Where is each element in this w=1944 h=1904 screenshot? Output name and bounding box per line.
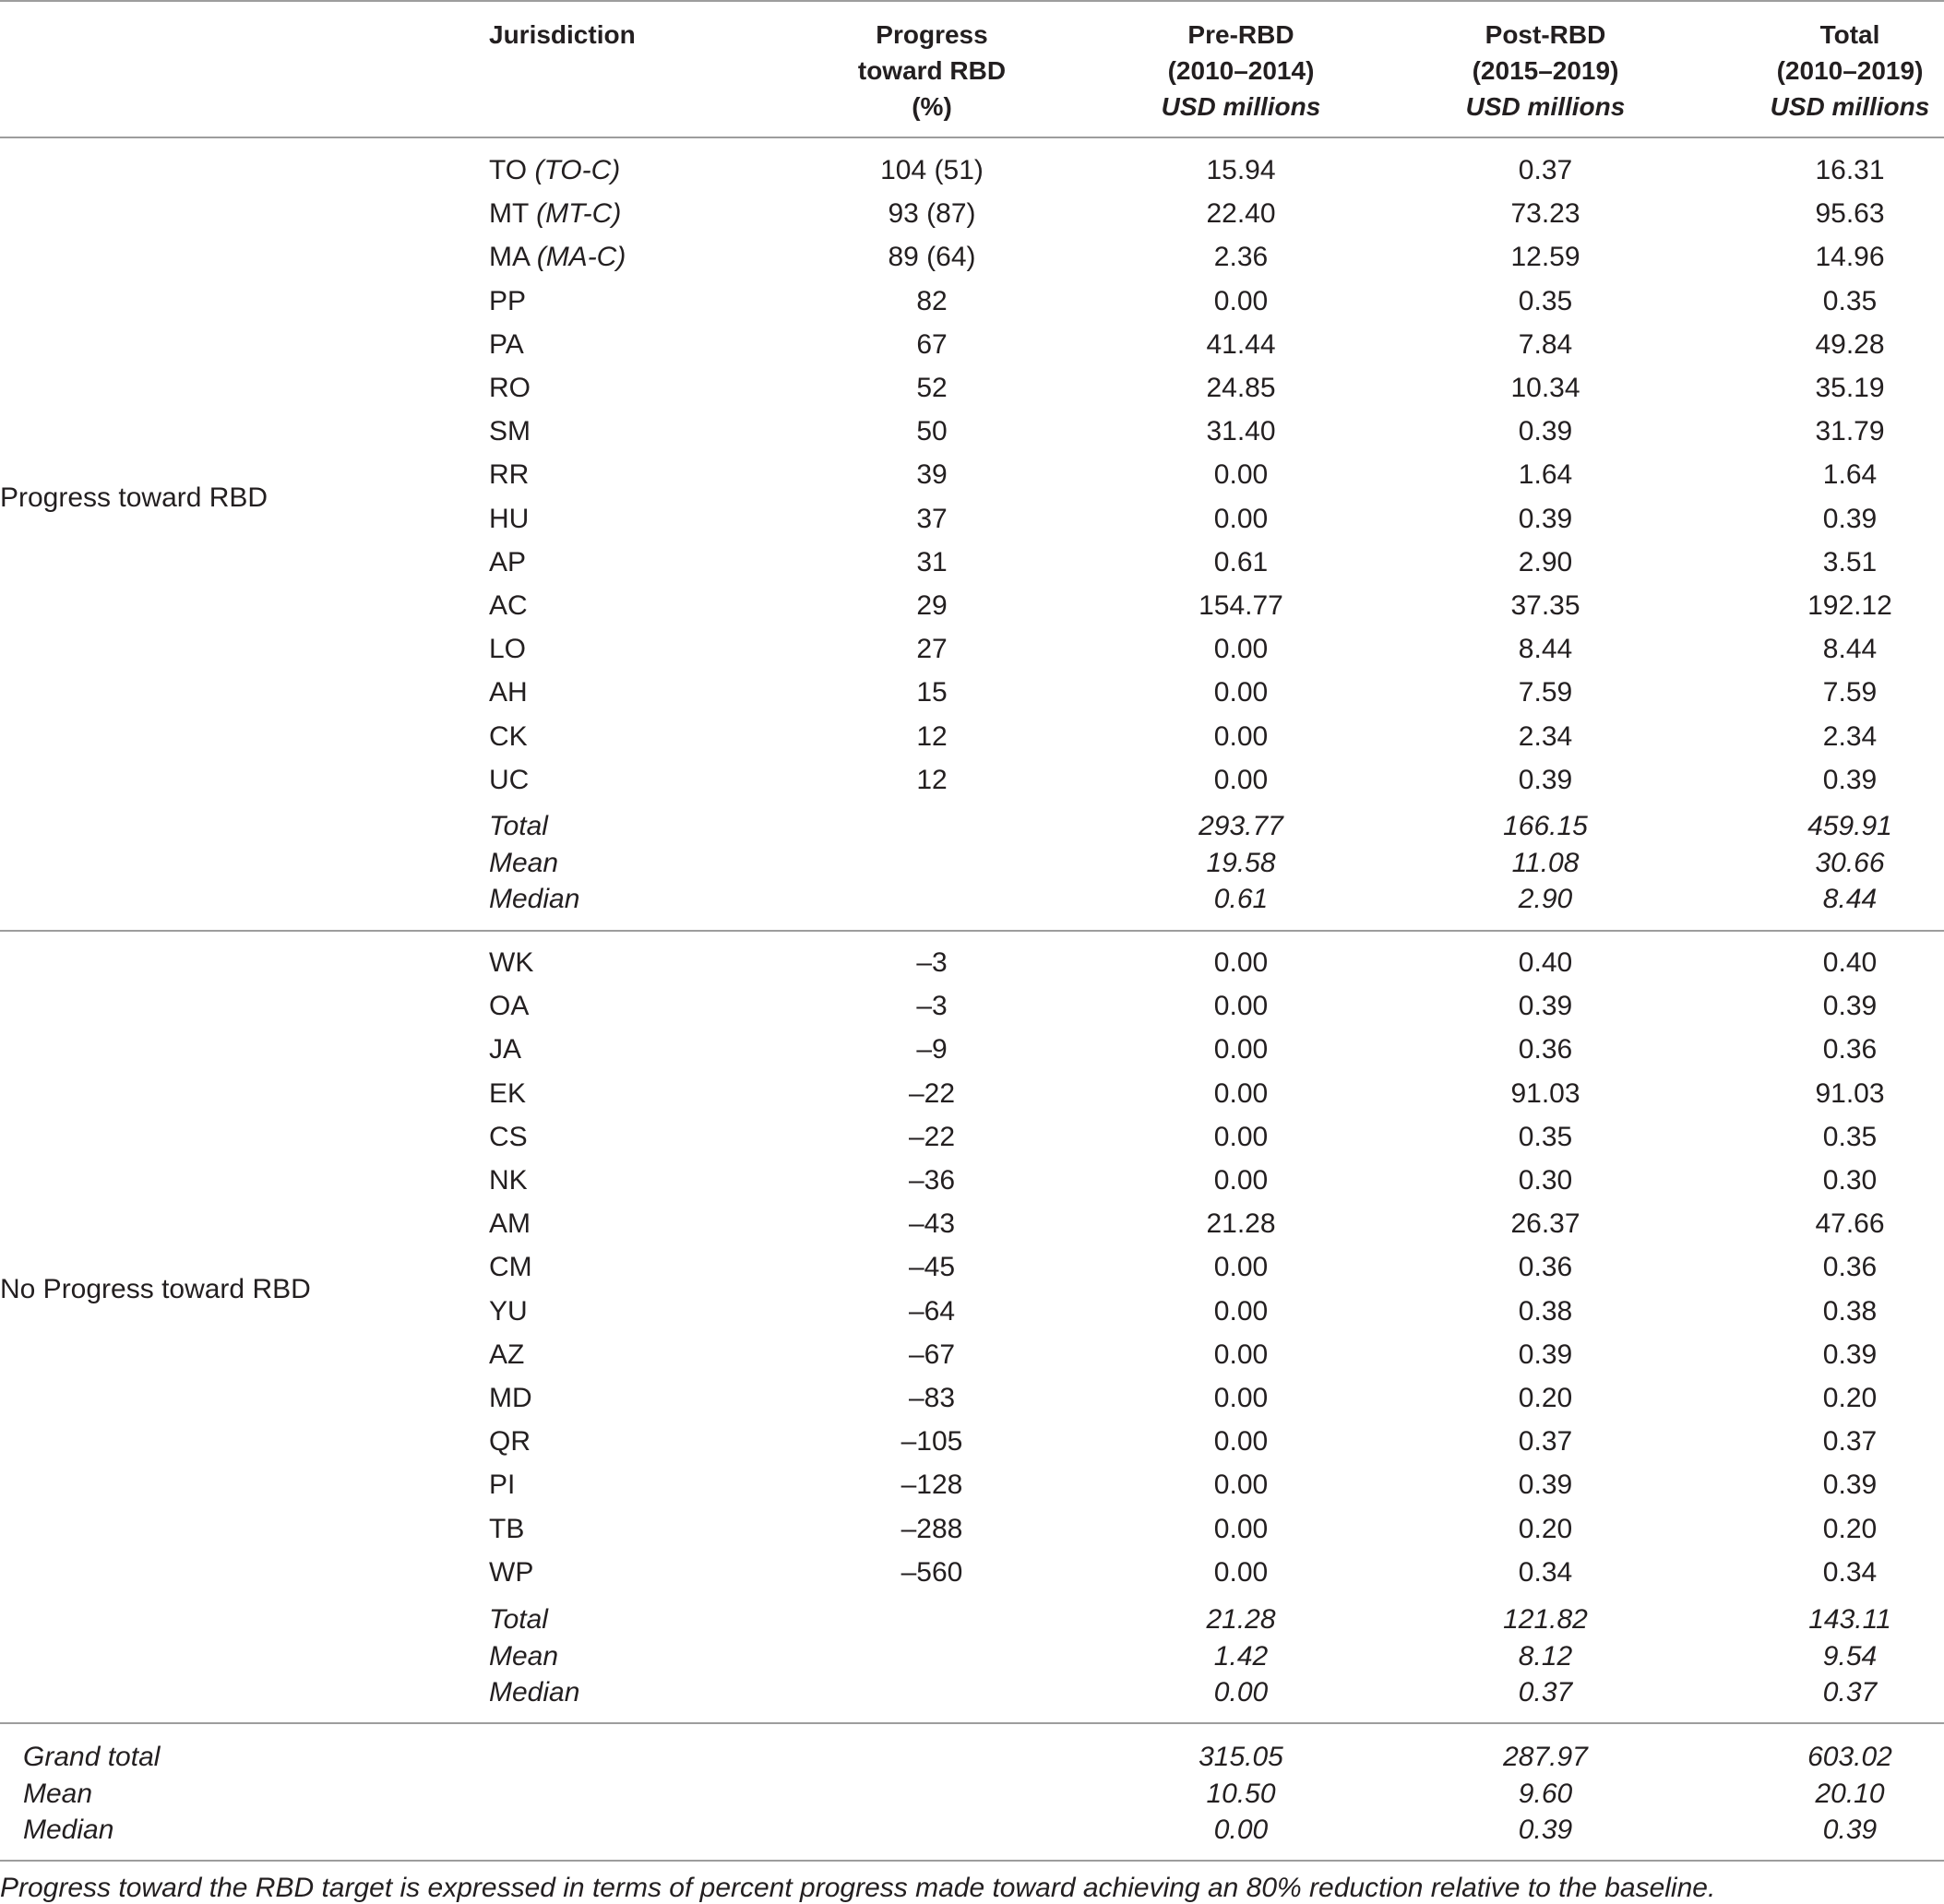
progress-cell: 31 (916, 546, 948, 577)
jurisdiction-code: CM (489, 1252, 532, 1283)
jurisdiction-cell (489, 1115, 528, 1159)
total-cell: 0.39 (1822, 1470, 1878, 1501)
grand-post: 9.60 (1518, 1778, 1573, 1809)
total-cell: 192.12 (1807, 590, 1892, 621)
pre-rbd-cell: 0.00 (1213, 720, 1269, 752)
total-cell: 0.39 (1822, 503, 1878, 534)
stat-pre: 0.00 (1213, 1677, 1269, 1708)
jurisdiction-cell (489, 1290, 528, 1333)
progress-cell: –45 (908, 1252, 956, 1283)
post-rbd-cell: 0.34 (1518, 1556, 1573, 1588)
progress-cell: –105 (900, 1426, 963, 1458)
jurisdiction-code: HU (489, 503, 530, 534)
post-rbd-cell: 0.39 (1518, 416, 1573, 447)
jurisdiction-code: MD (489, 1383, 532, 1413)
jurisdiction-code: RO (489, 373, 531, 403)
progress-cell: –128 (900, 1470, 963, 1501)
progress-cell: –560 (900, 1556, 963, 1588)
stat-post: 0.37 (1518, 1677, 1573, 1708)
jurisdiction-code: CS (489, 1121, 528, 1152)
progress-cell: 89 (64) (888, 242, 976, 273)
post-rbd-cell: 7.59 (1518, 677, 1573, 708)
grand-pre: 0.00 (1213, 1815, 1269, 1845)
jurisdiction-cell (489, 1072, 526, 1115)
rule-group-split (0, 930, 1944, 932)
post-rbd-cell: 1.64 (1518, 459, 1573, 491)
post-rbd-cell: 0.37 (1518, 155, 1573, 185)
jurisdiction-code: AH (489, 677, 528, 708)
total-cell: 3.51 (1822, 546, 1878, 577)
stat-label: Mean (489, 847, 559, 878)
total-cell: 31.79 (1815, 416, 1885, 447)
jurisdiction-cell (489, 1507, 524, 1551)
jurisdiction-code: TO (489, 155, 528, 185)
jurisdiction-cell (489, 984, 529, 1028)
total-cell: 1.64 (1822, 459, 1878, 491)
header-progress-line1: Progress (876, 20, 988, 49)
pre-rbd-cell: 0.00 (1213, 1252, 1269, 1283)
pre-rbd-cell: 0.00 (1213, 947, 1269, 978)
stat-total: 8.44 (1822, 884, 1878, 914)
jurisdiction-cell (489, 235, 626, 279)
pre-rbd-cell: 0.00 (1213, 1470, 1269, 1501)
header-total-line2: (2010–2019) (1776, 56, 1924, 85)
jurisdiction-cell (489, 323, 524, 366)
header-total (1735, 17, 1944, 125)
stat-total: 143.11 (1808, 1604, 1891, 1635)
jurisdiction-code: JA (489, 1034, 522, 1065)
jurisdiction-code: AP (489, 546, 527, 577)
grand-pre: 10.50 (1206, 1778, 1276, 1809)
grand-total: 0.39 (1822, 1815, 1878, 1845)
total-cell: 0.39 (1822, 1339, 1878, 1370)
progress-cell: 12 (916, 764, 948, 795)
progress-cell: –64 (908, 1295, 956, 1327)
grand-label: Grand total (23, 1742, 161, 1772)
stat-total: 9.54 (1822, 1640, 1878, 1672)
stat-label: Total (489, 811, 548, 841)
header-progress (803, 17, 1061, 125)
jurisdiction-cell (489, 192, 621, 235)
grand-total: 603.02 (1807, 1742, 1892, 1772)
post-rbd-cell: 0.39 (1518, 1470, 1573, 1501)
post-rbd-cell: 26.37 (1510, 1208, 1580, 1240)
jurisdiction-code: TB (489, 1513, 525, 1544)
jurisdiction-code: WK (489, 947, 534, 978)
jurisdiction-code: LO (489, 634, 527, 665)
jurisdiction-code: QR (489, 1426, 531, 1458)
jurisdiction-cell (489, 280, 526, 323)
post-rbd-cell: 0.40 (1518, 947, 1573, 978)
total-cell: 0.37 (1822, 1426, 1878, 1458)
total-cell: 14.96 (1815, 242, 1885, 273)
post-rbd-cell: 2.90 (1518, 546, 1573, 577)
total-cell: 47.66 (1815, 1208, 1885, 1240)
stat-pre: 21.28 (1206, 1604, 1276, 1635)
stat-post: 121.82 (1503, 1604, 1588, 1635)
progress-cell: –288 (900, 1513, 963, 1544)
pre-rbd-cell: 0.00 (1213, 1034, 1269, 1065)
progress-cell: 15 (916, 677, 948, 708)
post-rbd-cell: 0.39 (1518, 764, 1573, 795)
jurisdiction-cell (489, 1202, 531, 1245)
jurisdiction-code: RR (489, 459, 530, 491)
post-rbd-cell: 0.37 (1518, 1426, 1573, 1458)
jurisdiction-code: AC (489, 590, 528, 621)
jurisdiction-code: PA (489, 328, 524, 360)
jurisdiction-cell (489, 1376, 532, 1420)
progress-cell: –3 (916, 947, 948, 978)
post-rbd-cell: 2.34 (1518, 720, 1573, 752)
total-cell: 2.34 (1822, 720, 1878, 752)
post-rbd-cell: 0.36 (1518, 1252, 1573, 1283)
pre-rbd-cell: 0.00 (1213, 1077, 1269, 1109)
pre-rbd-cell: 0.00 (1213, 677, 1269, 708)
total-cell: 49.28 (1815, 328, 1885, 360)
progress-cell: –36 (908, 1165, 956, 1196)
stat-total: 459.91 (1807, 811, 1892, 841)
progress-cell: –43 (908, 1208, 956, 1240)
rule-top (0, 0, 1944, 2)
jurisdiction-code: PI (489, 1470, 516, 1501)
group-label-no-progress: No Progress toward RBD (0, 1274, 311, 1304)
header-total-line1: Total (1819, 20, 1880, 49)
post-rbd-cell: 0.39 (1518, 991, 1573, 1022)
post-rbd-cell: 0.39 (1518, 503, 1573, 534)
jurisdiction-code: AM (489, 1208, 531, 1240)
progress-cell: 82 (916, 285, 948, 316)
jurisdiction-cell (489, 497, 529, 541)
pre-rbd-cell: 154.77 (1199, 590, 1283, 621)
stat-pre: 1.42 (1213, 1640, 1269, 1672)
jurisdiction-code: MT (489, 198, 529, 230)
progress-cell: 27 (916, 634, 948, 665)
jurisdiction-cell (489, 1463, 515, 1506)
grand-pre: 315.05 (1199, 1742, 1283, 1772)
post-rbd-cell: 0.35 (1518, 1121, 1573, 1152)
post-rbd-cell: 0.39 (1518, 1339, 1573, 1370)
header-pre-line1: Pre-RBD (1187, 20, 1294, 49)
post-rbd-cell: 0.30 (1518, 1165, 1573, 1196)
jurisdiction-cell (489, 1028, 521, 1071)
pre-rbd-cell: 0.00 (1213, 503, 1269, 534)
stat-label: Median (489, 884, 580, 914)
total-cell: 0.36 (1822, 1252, 1878, 1283)
header-progress-line3: (%) (912, 92, 952, 121)
pre-rbd-cell: 0.00 (1213, 634, 1269, 665)
progress-cell: –22 (908, 1077, 956, 1109)
post-rbd-cell: 0.20 (1518, 1383, 1573, 1413)
post-rbd-cell: 10.34 (1510, 373, 1580, 403)
header-jurisdiction (489, 17, 636, 53)
pre-rbd-cell: 22.40 (1206, 198, 1276, 230)
stat-post: 8.12 (1518, 1640, 1573, 1672)
pre-rbd-cell: 31.40 (1206, 416, 1276, 447)
jurisdiction-code: MA (489, 242, 530, 273)
pre-rbd-cell: 24.85 (1206, 373, 1276, 403)
stat-pre: 19.58 (1206, 847, 1276, 878)
progress-cell: 29 (916, 590, 948, 621)
jurisdiction-cell (489, 410, 531, 453)
pre-rbd-cell: 0.00 (1213, 285, 1269, 316)
pre-rbd-cell: 0.00 (1213, 1295, 1269, 1327)
total-cell: 0.30 (1822, 1165, 1878, 1196)
jurisdiction-cell (489, 1551, 533, 1594)
stat-post: 166.15 (1503, 811, 1588, 841)
jurisdiction-cell (489, 1420, 531, 1463)
jurisdiction-cell (489, 1245, 532, 1289)
total-cell: 91.03 (1815, 1077, 1885, 1109)
stat-post: 11.08 (1511, 847, 1580, 878)
jurisdiction-code: WP (489, 1556, 534, 1588)
jurisdiction-cell (489, 1159, 528, 1202)
jurisdiction-code: SM (489, 416, 531, 447)
progress-cell: –67 (908, 1339, 956, 1370)
total-cell: 16.31 (1815, 155, 1885, 185)
rule-header (0, 137, 1944, 138)
footnote: Progress toward the RBD target is expressed in terms of percent progress made toward achieving an 80% reduction relative to the baseline. (0, 1873, 1716, 1903)
group-label-progress: Progress toward RBD (0, 482, 268, 513)
jurisdiction-cell (489, 1333, 524, 1376)
pre-rbd-cell: 0.00 (1213, 1426, 1269, 1458)
header-pre (1121, 17, 1361, 125)
post-rbd-cell: 91.03 (1510, 1077, 1580, 1109)
jurisdiction-code: CK (489, 720, 528, 752)
post-rbd-cell: 0.36 (1518, 1034, 1573, 1065)
stat-pre: 293.77 (1199, 811, 1283, 841)
total-cell: 0.20 (1822, 1513, 1878, 1544)
stat-label: Total (489, 1604, 548, 1635)
post-rbd-cell: 0.38 (1518, 1295, 1573, 1327)
header-total-unit: USD millions (1770, 92, 1930, 121)
post-rbd-cell: 0.20 (1518, 1513, 1573, 1544)
pre-rbd-cell: 0.00 (1213, 459, 1269, 491)
grand-total: 20.10 (1815, 1778, 1885, 1809)
jurisdiction-cell (489, 671, 528, 714)
stat-post: 2.90 (1518, 884, 1573, 914)
jurisdiction-cell (489, 149, 620, 192)
total-cell: 0.40 (1822, 947, 1878, 978)
pre-rbd-cell: 0.00 (1213, 1121, 1269, 1152)
progress-cell: –22 (908, 1121, 956, 1152)
jurisdiction-code: YU (489, 1295, 528, 1327)
grand-post: 0.39 (1518, 1815, 1573, 1845)
pre-rbd-cell: 2.36 (1213, 242, 1269, 273)
total-cell: 35.19 (1815, 373, 1885, 403)
post-rbd-cell: 8.44 (1518, 634, 1573, 665)
header-post-line2: (2015–2019) (1472, 56, 1619, 85)
jurisdiction-cell (489, 758, 529, 802)
stat-total: 0.37 (1822, 1677, 1878, 1708)
post-rbd-cell: 7.84 (1518, 328, 1573, 360)
total-cell: 7.59 (1822, 677, 1878, 708)
total-cell: 0.35 (1822, 1121, 1878, 1152)
jurisdiction-cell (489, 715, 528, 758)
jurisdiction-subcode: (MA-C) (536, 242, 626, 273)
jurisdiction-code: UC (489, 764, 530, 795)
total-cell: 0.39 (1822, 764, 1878, 795)
progress-cell: –83 (908, 1383, 956, 1413)
jurisdiction-cell (489, 941, 533, 984)
header-post-line1: Post-RBD (1485, 20, 1606, 49)
header-post (1425, 17, 1665, 125)
progress-cell: 52 (916, 373, 948, 403)
jurisdiction-cell (489, 453, 529, 496)
jurisdiction-subcode: (MT-C) (536, 198, 622, 230)
jurisdiction-code: AZ (489, 1339, 525, 1370)
stat-label: Median (489, 1677, 580, 1708)
total-cell: 0.35 (1822, 285, 1878, 316)
progress-cell: 12 (916, 720, 948, 752)
pre-rbd-cell: 21.28 (1206, 1208, 1276, 1240)
pre-rbd-cell: 0.00 (1213, 991, 1269, 1022)
jurisdiction-code: OA (489, 991, 530, 1022)
stat-label: Mean (489, 1640, 559, 1672)
progress-cell: 50 (916, 416, 948, 447)
post-rbd-cell: 37.35 (1510, 590, 1580, 621)
post-rbd-cell: 0.35 (1518, 285, 1573, 316)
header-progress-line2: toward RBD (857, 56, 1007, 85)
pre-rbd-cell: 0.61 (1213, 546, 1269, 577)
pre-rbd-cell: 0.00 (1213, 1383, 1269, 1413)
grand-label: Median (23, 1815, 114, 1845)
total-cell: 0.34 (1822, 1556, 1878, 1588)
grand-post: 287.97 (1503, 1742, 1588, 1772)
pre-rbd-cell: 0.00 (1213, 1165, 1269, 1196)
progress-cell: 37 (916, 503, 948, 534)
post-rbd-cell: 73.23 (1510, 198, 1580, 230)
jurisdiction-code: NK (489, 1165, 528, 1196)
total-cell: 8.44 (1822, 634, 1878, 665)
total-cell: 0.20 (1822, 1383, 1878, 1413)
progress-cell: 93 (87) (888, 198, 976, 230)
pre-rbd-cell: 15.94 (1206, 155, 1276, 185)
total-cell: 0.39 (1822, 991, 1878, 1022)
header-jurisdiction-label: Jurisdiction (489, 20, 636, 49)
stat-total: 30.66 (1815, 847, 1885, 878)
grand-label: Mean (23, 1778, 93, 1809)
pre-rbd-cell: 41.44 (1206, 328, 1276, 360)
jurisdiction-code: EK (489, 1077, 527, 1109)
jurisdiction-cell (489, 541, 526, 584)
pre-rbd-cell: 0.00 (1213, 1339, 1269, 1370)
progress-cell: 39 (916, 459, 948, 491)
total-cell: 0.38 (1822, 1295, 1878, 1327)
rule-grand (0, 1722, 1944, 1724)
jurisdiction-cell (489, 584, 528, 627)
jurisdiction-cell (489, 366, 531, 410)
pre-rbd-cell: 0.00 (1213, 1513, 1269, 1544)
jurisdiction-cell (489, 627, 526, 671)
progress-cell: 104 (51) (880, 155, 984, 185)
stat-pre: 0.61 (1213, 884, 1269, 914)
header-pre-line2: (2010–2014) (1167, 56, 1315, 85)
total-cell: 95.63 (1815, 198, 1885, 230)
total-cell: 0.36 (1822, 1034, 1878, 1065)
progress-cell: –3 (916, 991, 948, 1022)
jurisdiction-code: PP (489, 285, 527, 316)
header-post-unit: USD millions (1465, 92, 1626, 121)
pre-rbd-cell: 0.00 (1213, 764, 1269, 795)
jurisdiction-subcode: (TO-C) (534, 155, 621, 185)
progress-cell: 67 (916, 328, 948, 360)
progress-cell: –9 (916, 1034, 948, 1065)
rule-bottom (0, 1860, 1944, 1862)
post-rbd-cell: 12.59 (1510, 242, 1580, 273)
header-pre-unit: USD millions (1161, 92, 1321, 121)
pre-rbd-cell: 0.00 (1213, 1556, 1269, 1588)
